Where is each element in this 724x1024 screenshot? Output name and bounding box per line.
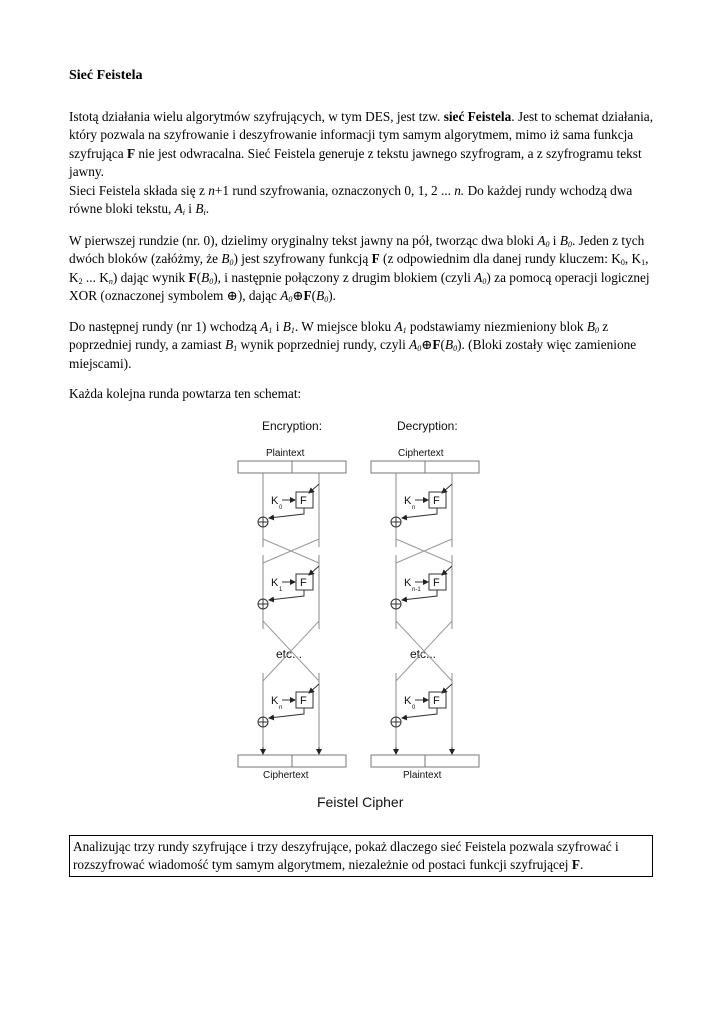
dec-key-label: K xyxy=(404,495,412,507)
enc-etc-label: etc... xyxy=(276,647,303,661)
dec-f-input-arrow xyxy=(442,684,452,693)
enc-f-input-arrow xyxy=(309,484,319,493)
enc-f-output-arrow xyxy=(269,590,304,600)
dec-key-subscript: n-1 xyxy=(412,587,421,593)
decryption-network xyxy=(391,473,452,754)
intro-paragraph: Istotą działania wielu algorytmów szyfrujących, w tym DES, jest tzw. sieć Feistela. Jest to schemat działania, który pozwala na szyfrowanie i deszyfrowanie informacji tym samym algorytmem, mimo iż sama funkcja szyfrująca F nie jest odwracalna. Sieć Feistela generuje z tekstu jawnego szyfrogram, a z szyfrogramu tekst jawny. xyxy=(69,109,654,179)
enc-f-label: F xyxy=(300,495,307,507)
enc-plaintext-label: Plaintext xyxy=(266,448,305,459)
enc-key-label: K xyxy=(271,695,279,707)
enc-key-subscript: n xyxy=(279,705,283,711)
enc-f-label: F xyxy=(300,577,307,589)
enc-key-label: K xyxy=(271,577,279,589)
enc-f-output-arrow xyxy=(269,708,304,718)
dec-f-label: F xyxy=(433,495,440,507)
decryption-heading: Decryption: xyxy=(397,419,458,433)
enc-f-output-arrow xyxy=(269,508,304,518)
diagram-caption: Feistel Cipher xyxy=(317,794,404,810)
enc-f-input-arrow xyxy=(309,684,319,693)
enc-f-label: F xyxy=(300,695,307,707)
feistel-diagram-svg xyxy=(229,414,505,814)
task-box: Analizując trzy rundy szyfrujące i trzy deszyfrujące, pokaż dlaczego sieć Feistela pozwala szyfrować i rozszyfrować wiadomość tym samym algorytmem, niezależnie od postaci funkcji szyfrującej F. xyxy=(69,835,653,877)
dec-key-subscript: n xyxy=(412,505,416,511)
enc-key-subscript: 1 xyxy=(279,587,283,593)
enc-f-input-arrow xyxy=(309,566,319,575)
schema-intro: Każda kolejna runda powtarza ten schemat: xyxy=(69,386,302,401)
encryption-network xyxy=(258,473,319,754)
dec-key-label: K xyxy=(404,695,412,707)
enc-ciphertext-label: Ciphertext xyxy=(263,770,309,781)
enc-key-label: K xyxy=(271,495,279,507)
dec-f-input-arrow xyxy=(442,484,452,493)
page-title: Sieć Feistela xyxy=(69,68,143,83)
dec-f-output-arrow xyxy=(402,708,437,718)
dec-f-label: F xyxy=(433,577,440,589)
feistel-diagram xyxy=(229,414,505,814)
dec-etc-label: etc... xyxy=(410,647,437,661)
encryption-heading: Encryption: xyxy=(262,419,323,433)
rounds-paragraph: Sieci Feistela składa się z n+1 rund szyfrowania, oznaczonych 0, 1, 2 ... n. Do każdej rundy wchodzą dwa równe bloki tekstu, $A_i$ i $B_i$. xyxy=(69,183,633,218)
dec-ciphertext-label: Ciphertext xyxy=(398,448,444,459)
enc-key-subscript: 0 xyxy=(279,505,283,511)
dec-f-input-arrow xyxy=(442,566,452,575)
dec-f-output-arrow xyxy=(402,508,437,518)
dec-plaintext-label: Plaintext xyxy=(403,770,442,781)
dec-key-subscript: 0 xyxy=(412,705,416,711)
dec-key-label: K xyxy=(404,577,412,589)
dec-f-label: F xyxy=(433,695,440,707)
first-round-paragraph: W pierwszej rundzie (nr. 0), dzielimy oryginalny tekst jawny na pół, tworząc dwa bloki $A_0$ i $B_0$. Jeden z tych dwóch bloków (załóżmy, że $B_0$) jest szyfrowany funkcją F (z odpowiednim dla danej rundy kluczem: $K_0$, $K_1$, $K_2$ ... $K_n$) dając wynik $F(B_0)$, i następnie połączony z drugim blokiem (czyli $A_0$) za pomocą operacji logicznej XOR (oznaczonej symbolem ⊕), dając $A_0\oplus F(B_0)$. xyxy=(69,233,650,304)
next-round-paragraph: Do następnej rundy (nr 1) wchodzą $A_1$ i $B_1$. W miejsce bloku $A_1$ podstawiamy niezmieniony blok $B_0$ z poprzedniej rundy, a zamiast $B_1$ wynik poprzedniej rundy, czyli $A_0\oplus F(B_0)$. (Bloki zostały więc zamienione miejscami). xyxy=(69,319,637,371)
